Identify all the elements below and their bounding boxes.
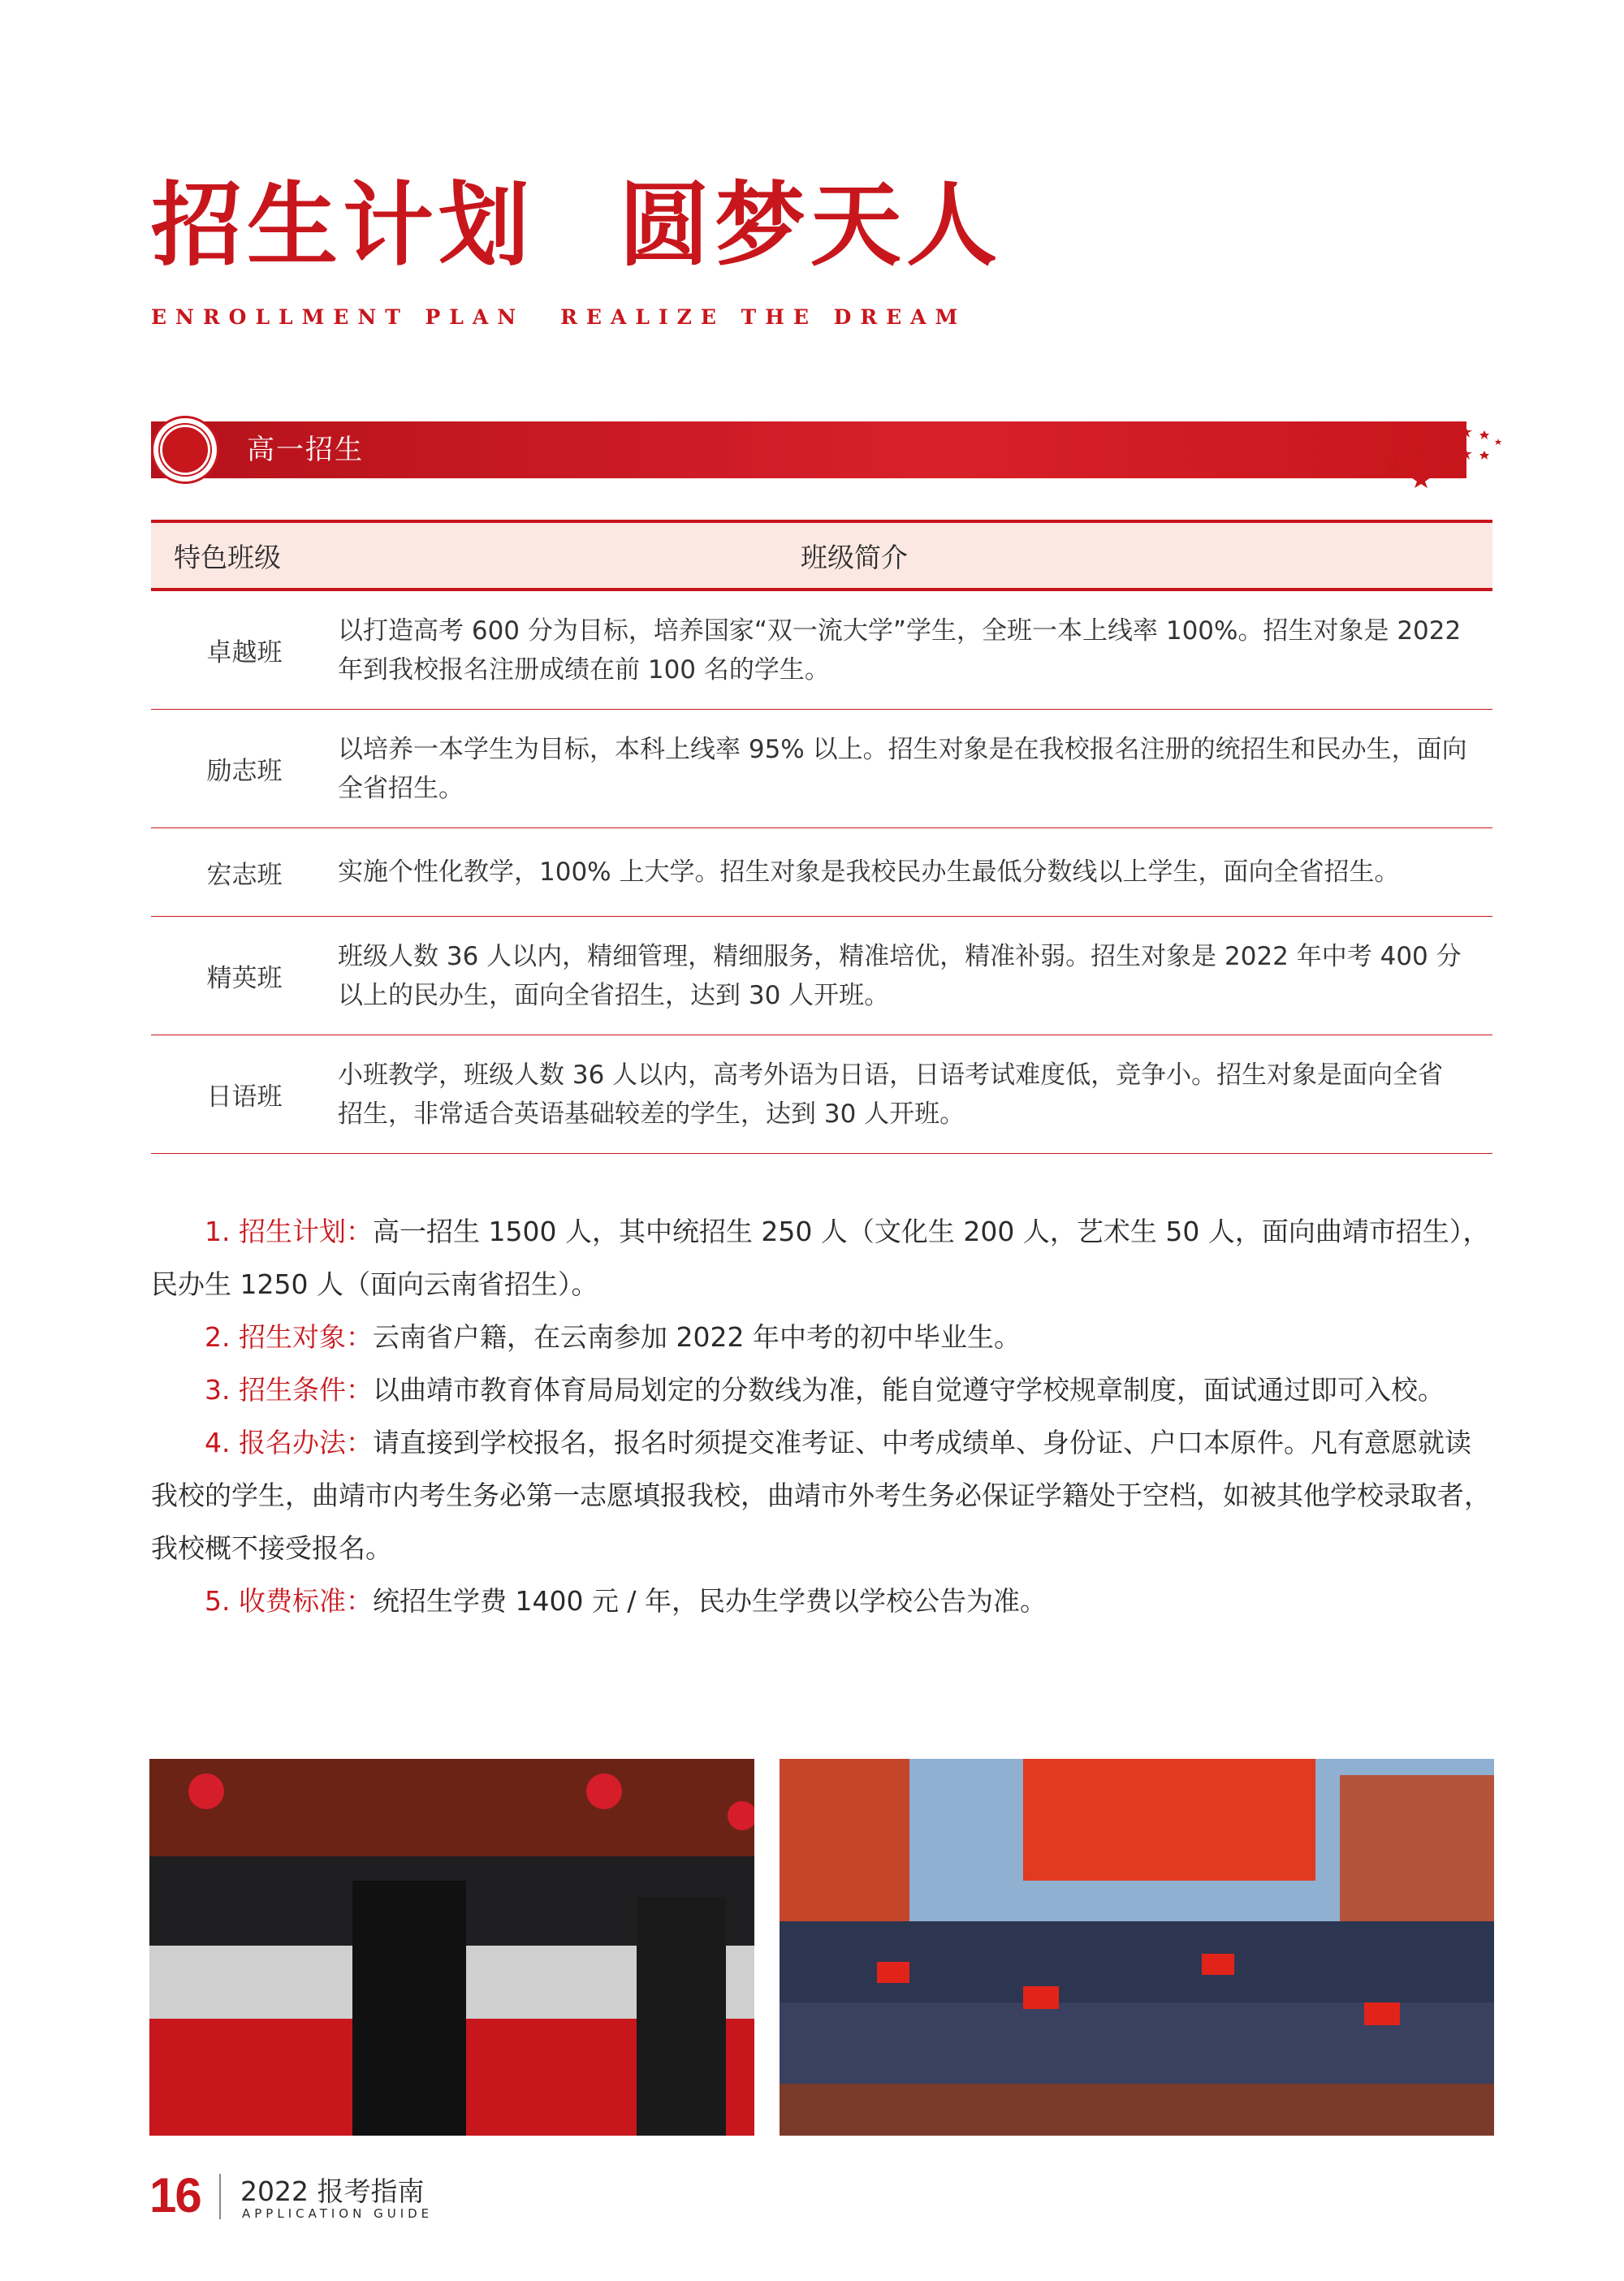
class-desc: 以培养一本学生为目标，本科上线率 95% 以上。招生对象是在我校报名注册的统招生和民办生，面向全省招生。 bbox=[338, 734, 1467, 803]
class-desc: 以打造高考 600 分为目标，培养国家“双一流大学”学生，全班一本上线率 100%。招生对象是 2022 年到我校报名注册成绩在前 100 名的学生。 bbox=[338, 616, 1462, 685]
footer-divider bbox=[219, 2174, 221, 2219]
guide-subtitle: APPLICATION GUIDE bbox=[242, 2206, 434, 2221]
item-text: 统招生学费 1400 元 / 年，民办生学费以学校公告为准。 bbox=[372, 1585, 1047, 1617]
list-item bbox=[151, 1416, 1492, 1575]
class-name: 精英班 bbox=[206, 964, 283, 993]
class-desc: 实施个性化教学，100% 上大学。招生对象是我校民办生最低分数线以上学生，面向全省招生。 bbox=[338, 858, 1400, 887]
choir-photo-illustration bbox=[149, 1759, 754, 2136]
page-number: 16 bbox=[149, 2168, 201, 2223]
guide-title: 2022 报考指南 bbox=[240, 2175, 425, 2207]
table-row bbox=[151, 917, 1492, 1035]
section-banner bbox=[151, 421, 1466, 478]
item-text: 以曲靖市教育体育局局划定的分数线为准，能自觉遵守学校规章制度，面试通过即可入校。 bbox=[372, 1374, 1445, 1406]
item-label: 1. 招生计划： bbox=[205, 1216, 373, 1247]
class-name: 卓越班 bbox=[206, 638, 283, 667]
table-row bbox=[151, 710, 1492, 828]
title-part-1: 招生计划 bbox=[151, 172, 534, 279]
item-label: 5. 收费标准： bbox=[205, 1585, 373, 1617]
star-cluster-icon bbox=[1380, 414, 1502, 495]
header-class-name: 特色班级 bbox=[174, 541, 281, 573]
table-row bbox=[151, 828, 1492, 917]
subtitle-part-1: ENROLLMENT PLAN bbox=[151, 305, 525, 329]
item-label: 3. 招生条件： bbox=[205, 1374, 373, 1406]
page-subtitle bbox=[151, 305, 966, 329]
list-item bbox=[151, 1311, 1492, 1363]
class-name: 宏志班 bbox=[206, 860, 283, 890]
item-label: 4. 报名办法： bbox=[205, 1427, 373, 1458]
item-text: 请直接到学校报名，报名时须提交准考证、中考成绩单、身份证、户口本原件。凡有意愿就读我校的学生，曲靖市内考生务必第一志愿填报我校，曲靖市外考生务必保证学籍处于空档，如被其他学校录取者，我校概不接受报名。 bbox=[151, 1427, 1491, 1564]
celebration-photo-illustration bbox=[780, 1759, 1494, 2136]
class-desc: 小班教学，班级人数 36 人以内，高考外语为日语，日语考试难度低，竞争小。招生对象是面向全省招生，非常适合英语基础较差的学生，达到 30 人开班。 bbox=[338, 1060, 1444, 1129]
item-label: 2. 招生对象： bbox=[205, 1321, 373, 1353]
enrollment-details bbox=[151, 1205, 1492, 1627]
item-text: 高一招生 1500 人，其中统招生 250 人（文化生 200 人，艺术生 50 人，面向曲靖市招生），民办生 1250 人（面向云南省招生）。 bbox=[151, 1216, 1490, 1300]
class-desc: 班级人数 36 人以内，精细管理，精细服务，精准培优，精准补弱。招生对象是 2022 年中考 400 分以上的民办生，面向全省招生，达到 30 人开班。 bbox=[338, 941, 1462, 1010]
school-emblem-icon bbox=[151, 416, 219, 484]
celebration-photo bbox=[780, 1759, 1494, 2136]
choir-photo bbox=[149, 1759, 754, 2136]
list-item bbox=[151, 1363, 1492, 1416]
class-name: 励志班 bbox=[206, 757, 283, 786]
class-name: 日语班 bbox=[206, 1082, 283, 1112]
emblem-core bbox=[160, 425, 210, 475]
list-item bbox=[151, 1575, 1492, 1627]
table-header bbox=[151, 520, 1492, 591]
header-class-intro: 班级简介 bbox=[801, 541, 908, 573]
table-row bbox=[151, 1035, 1492, 1154]
subtitle-part-2: REALIZE THE DREAM bbox=[560, 305, 967, 329]
item-text: 云南省户籍，在云南参加 2022 年中考的初中毕业生。 bbox=[372, 1321, 1021, 1353]
title-part-2: 圆梦天人 bbox=[619, 172, 1002, 279]
list-item bbox=[151, 1205, 1492, 1311]
section-label: 高一招生 bbox=[247, 434, 364, 466]
page-title bbox=[151, 172, 1002, 279]
class-table bbox=[151, 520, 1492, 1154]
table-row bbox=[151, 591, 1492, 710]
